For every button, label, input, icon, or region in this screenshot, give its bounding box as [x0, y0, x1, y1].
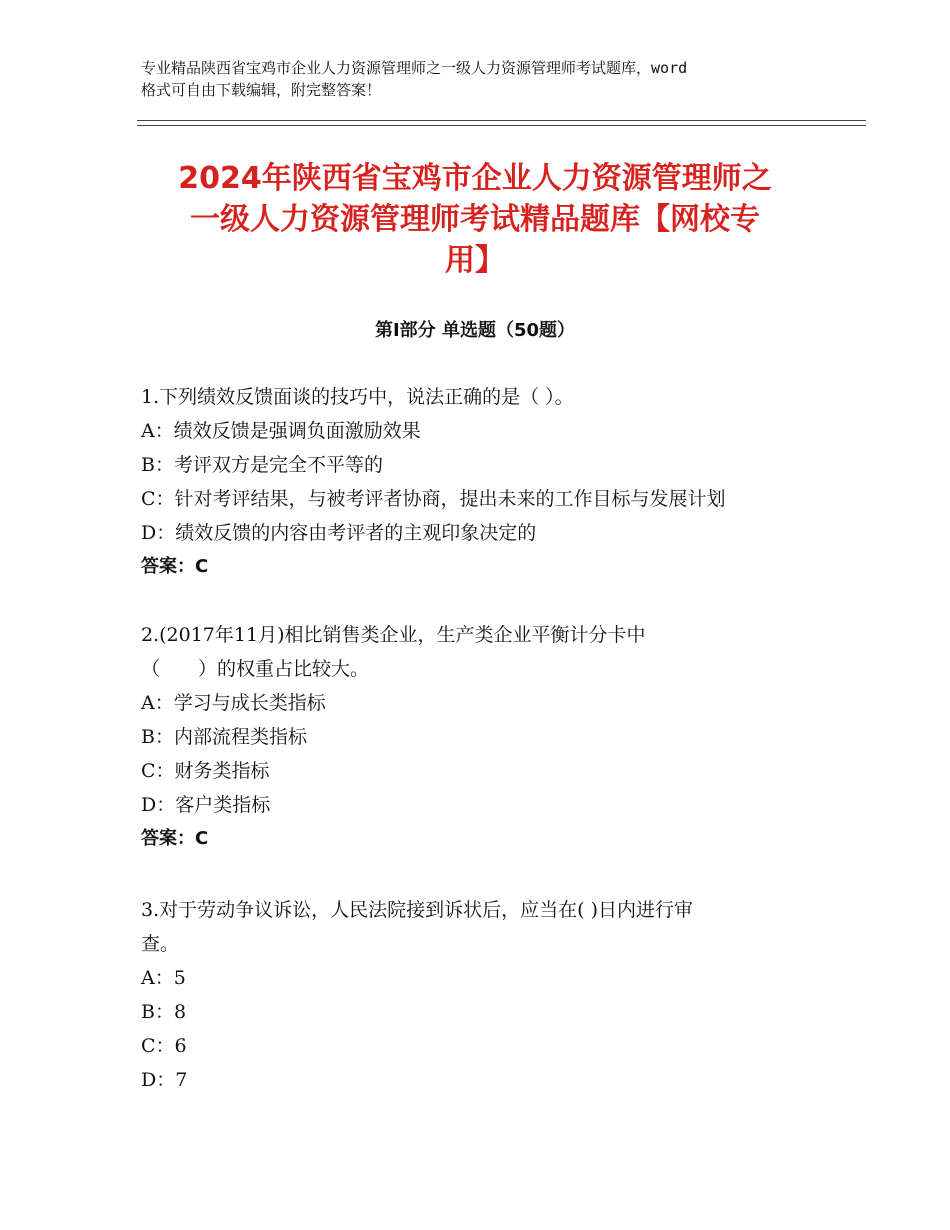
option-d: D：7: [141, 1069, 188, 1091]
section-heading: 第Ⅰ部分 单选题（50题）: [374, 320, 575, 341]
option-d: D：绩效反馈的内容由考评者的主观印象决定的: [141, 522, 537, 544]
question-stem-continued: （ ）的权重占比较大。: [141, 658, 370, 680]
option-b: B：内部流程类指标: [141, 726, 307, 748]
option-b: B：8: [141, 1001, 187, 1023]
option-a: A：5: [141, 967, 186, 989]
header-note: [141, 57, 821, 101]
question-stem: 3.对于劳动争议诉讼，人民法院接到诉状后，应当在( )日内进行审: [141, 899, 693, 921]
question-2: [141, 618, 821, 856]
title-line: 用】: [445, 243, 505, 278]
question-stem-continued: 查。: [141, 933, 180, 955]
option-d: D：客户类指标: [141, 794, 271, 816]
option-a: A：学习与成长类指标: [141, 692, 326, 714]
header-note-line: 专业精品陕西省宝鸡市企业人力资源管理师之一级人力资源管理师考试题库，word: [141, 59, 688, 77]
question-1: [141, 380, 821, 584]
question-stem: 1.下列绩效反馈面谈的技巧中，说法正确的是（ ）。: [141, 386, 574, 408]
option-c: C：6: [141, 1035, 187, 1057]
title-line: 2024年陕西省宝鸡市企业人力资源管理师之: [178, 161, 772, 196]
title-line: 一级人力资源管理师考试精品题库【网校专: [190, 202, 760, 237]
question-3: [141, 893, 821, 1097]
option-b: B：考评双方是完全不平等的: [141, 454, 383, 476]
document-title: [138, 158, 812, 281]
header-note-line: 格式可自由下载编辑，附完整答案！: [141, 81, 382, 99]
answer: 答案：C: [141, 828, 209, 849]
option-a: A：绩效反馈是强调负面激励效果: [141, 420, 421, 442]
option-c: C：针对考评结果，与被考评者协商，提出未来的工作目标与发展计划: [141, 488, 726, 510]
header-divider: [137, 120, 866, 126]
question-stem: 2.(2017年11月)相比销售类企业，生产类企业平衡计分卡中: [141, 624, 646, 646]
option-c: C：财务类指标: [141, 760, 270, 782]
answer: 答案：C: [141, 556, 209, 577]
